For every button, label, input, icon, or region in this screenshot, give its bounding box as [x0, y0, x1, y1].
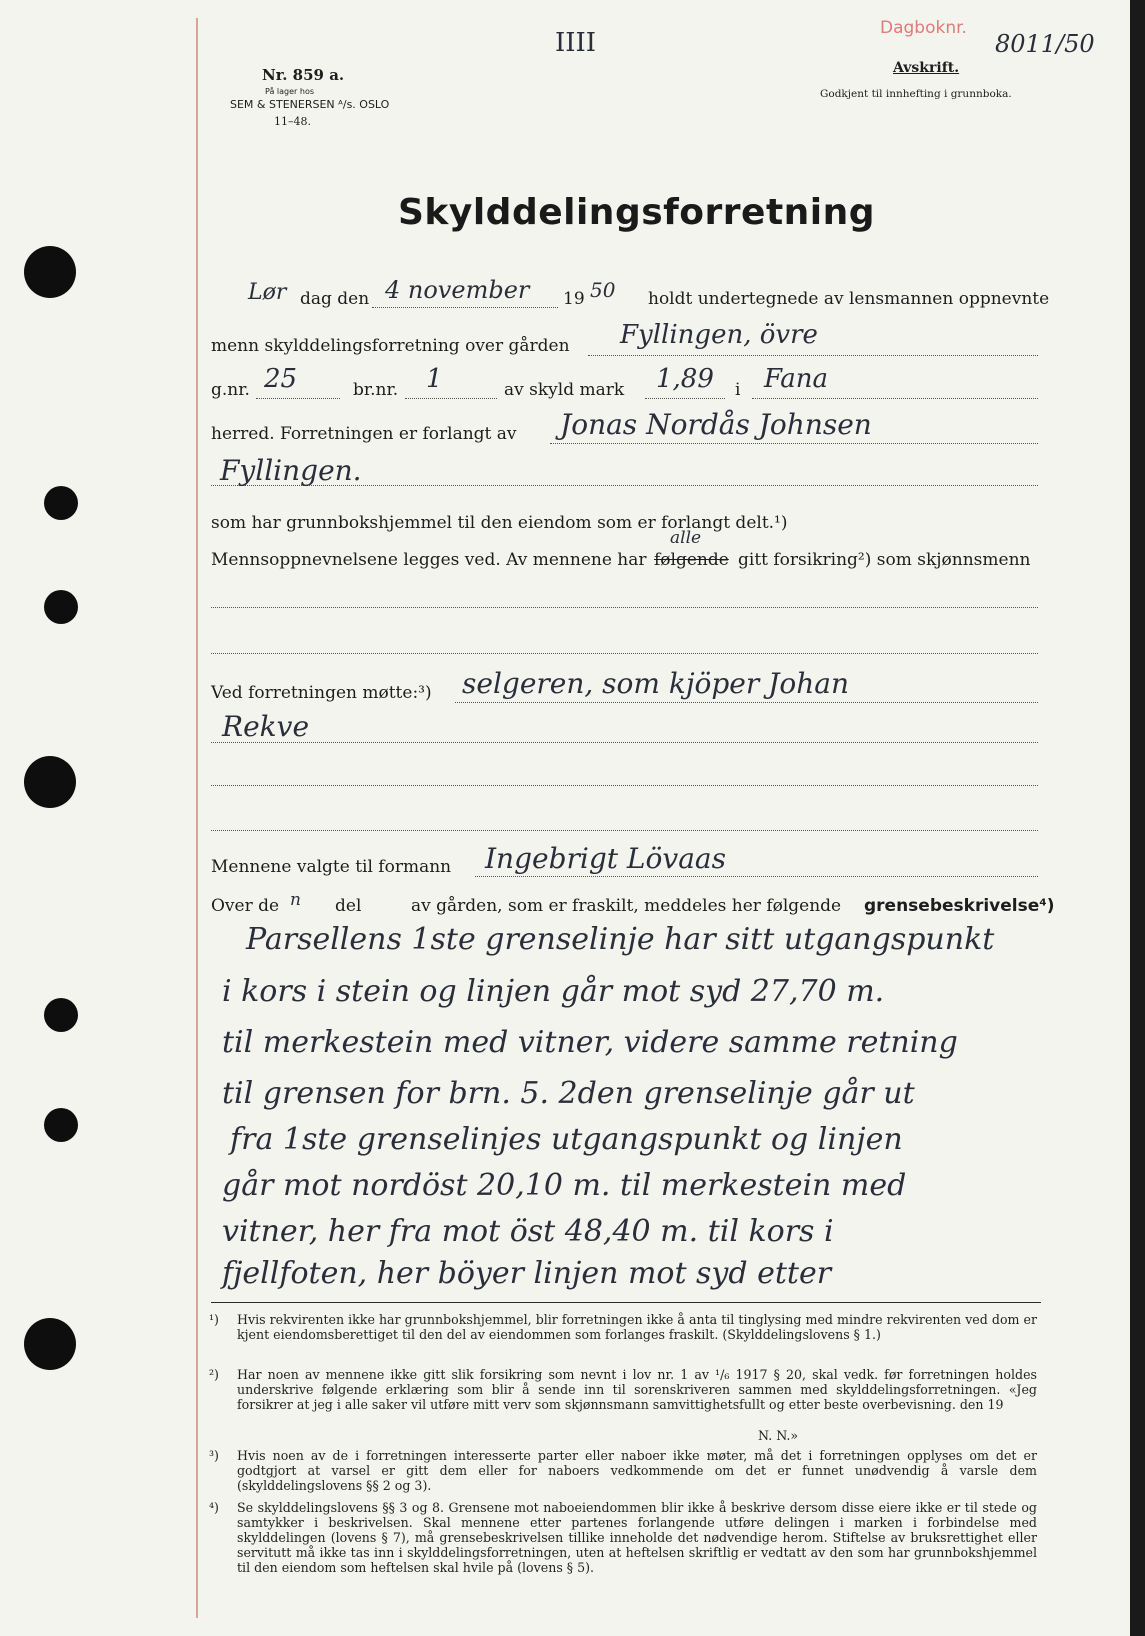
year-prefix: 19 — [563, 289, 585, 309]
holdt-text: holdt undertegnede av lensmannen oppnevnte — [648, 289, 1050, 309]
date-handwritten: 4 november — [385, 276, 530, 304]
dagbok-stamp: Dagboknr. — [880, 18, 967, 38]
brnr-value: 1 — [426, 364, 443, 394]
over-inserted: n — [290, 890, 301, 910]
requester-place: Fyllingen. — [220, 454, 362, 487]
dotted-line — [550, 443, 1038, 444]
boundary-line: i kors i stein og linjen går mot syd 27,70 m. — [222, 974, 885, 1009]
footnote-3 — [209, 1448, 1039, 1498]
form-number: Nr. 859 a. — [262, 66, 345, 84]
footnote-number: ²) — [209, 1367, 219, 1382]
footnote-number: ¹) — [209, 1312, 219, 1327]
skyld-value: 1,89 — [656, 364, 714, 394]
punch-hole — [44, 998, 78, 1032]
over-text-3: av gården, som er fraskilt, meddeles her følgende — [411, 896, 842, 916]
dotted-line — [645, 398, 725, 399]
boundary-line: fjellfoten, her böyer linjen mot syd etter — [222, 1256, 832, 1291]
year-suffix: 50 — [590, 278, 616, 302]
dotted-line — [752, 398, 1038, 399]
dotted-line — [211, 830, 1038, 831]
mennsopp-text: Mennsoppnevnelsene legges ved. Av mennene har — [211, 550, 647, 570]
punch-hole — [44, 590, 78, 624]
footnote-text: Har noen av mennene ikke gitt slik forsikring som nevnt i lov nr. 1 av ¹/₆ 1917 § 20, skal vedk. før forretningen holdes underskrive følgende erklæring som blir å sende inn til sorenskriveren sammen med skylddelingsforretningen. «Jeg forsikrer at jeg i alle saker vil utføre mitt verv som skjønnsmann samvittighetsfullt og etter beste overbevisning. den 19 — [237, 1367, 1037, 1412]
footnote-signature: N. N.» — [758, 1428, 799, 1443]
forsikring-text: gitt forsikring²) som skjønnsmenn — [738, 550, 1031, 570]
dotted-line — [475, 876, 1038, 877]
requester-name: Jonas Nordås Johnsen — [560, 408, 872, 441]
punch-hole — [24, 756, 76, 808]
dagbok-number: 8011/50 — [995, 30, 1095, 58]
formann-name: Ingebrigt Lövaas — [485, 842, 726, 875]
i-label: i — [735, 380, 741, 400]
roman-mark: IIII — [555, 28, 597, 58]
margin-rule — [196, 18, 198, 1618]
boundary-line: vitner, her fra mot öst 48,40 m. til kors i — [222, 1214, 834, 1249]
farm-name: Fyllingen, övre — [620, 320, 818, 350]
inserted-word: alle — [670, 528, 702, 548]
herred-text: herred. Forretningen er forlangt av — [211, 424, 517, 444]
municipality: Fana — [764, 364, 829, 394]
struck-word: følgende — [654, 550, 729, 570]
footnote-text: Se skylddelingslovens §§ 3 og 8. Grensene mot naboeiendommen blir ikke å beskrive dersom disse eiere ikke er til stede og samtykker i beskrivelsen. Skal mennene etter partenes forlangende utføre delingen i marken i forbindelse med skylddelingen (lovens § 7), må grensebeskrivelsen tillike inneholde det nødvendige herom. Stiftelse av bruksrettighet eller servitutt må ikke tas inn i skylddelingsforretningen, uten at heftelsen skriftlig er vedtatt av den som har grunnbokshjemmel til den eiendom som heftelsen skal hvile på (lovens § 5). — [237, 1500, 1037, 1575]
publisher: SEM & STENERSEN ᴬ/s. OSLO — [230, 98, 390, 111]
brnr-label: br.nr. — [353, 380, 399, 400]
boundary-line: fra 1ste grenselinjes utgangspunkt og linjen — [230, 1122, 903, 1157]
footnote-number: ³) — [209, 1448, 219, 1463]
skyld-label: av skyld mark — [504, 380, 625, 400]
gnr-label: g.nr. — [211, 380, 250, 400]
punch-hole — [24, 1318, 76, 1370]
ved-line-1: selgeren, som kjöper Johan — [462, 667, 849, 700]
grense-label: grensebeskrivelse⁴) — [864, 896, 1055, 916]
gnr-value: 25 — [264, 364, 298, 394]
boundary-line: til grensen for brn. 5. 2den grenselinje går ut — [222, 1076, 915, 1111]
approval-note: Godkjent til innhefting i grunnboka. — [820, 88, 1012, 100]
stock-note: På lager hos — [265, 87, 314, 96]
weekday-handwritten: Lør — [248, 280, 287, 305]
dag-den-label: dag den — [300, 289, 370, 309]
dotted-line — [211, 785, 1038, 786]
ved-label: Ved forretningen møtte:³) — [211, 683, 432, 703]
footnote-number: ⁴) — [209, 1500, 219, 1515]
dotted-line — [256, 398, 340, 399]
boundary-line: går mot nordöst 20,10 m. til merkestein med — [222, 1168, 907, 1203]
boundary-line: Parsellens 1ste grenselinje har sitt utgangspunkt — [246, 922, 995, 957]
dotted-line — [372, 307, 558, 308]
page-title: Skylddelingsforretning — [398, 192, 876, 233]
formann-label: Mennene valgte til formann — [211, 857, 452, 877]
over-text-1: Over de — [211, 896, 280, 916]
dotted-line — [211, 653, 1038, 654]
menn-text: menn skylddelingsforretning over gården — [211, 336, 570, 356]
punch-hole — [24, 246, 76, 298]
avskrift-label: Avskrift. — [893, 60, 960, 76]
dotted-line — [211, 607, 1038, 608]
footnote-2 — [209, 1367, 1039, 1427]
dotted-line — [405, 398, 497, 399]
boundary-line: til merkestein med vitner, videre samme retning — [222, 1025, 958, 1060]
footnote-1 — [209, 1312, 1039, 1362]
print-date: 11–48. — [274, 115, 311, 128]
dotted-line — [455, 702, 1038, 703]
footnote-divider — [211, 1302, 1041, 1303]
grunnbok-text: som har grunnbokshjemmel til den eiendom som er forlangt delt.¹) — [211, 513, 788, 533]
footnote-4 — [209, 1500, 1039, 1595]
punch-hole — [44, 1108, 78, 1142]
over-text-2: del — [335, 896, 362, 916]
ved-line-2: Rekve — [222, 710, 310, 743]
dotted-line — [588, 355, 1038, 356]
footnote-text: Hvis rekvirenten ikke har grunnbokshjemmel, blir forretningen ikke å anta til tinglysing med mindre rekvirenten ved dom er kjent eiendomsberettiget til den del av eiendommen som forlanges fraskilt. (Skylddelingslovens § 1.) — [237, 1312, 1037, 1342]
footnote-text: Hvis noen av de i forretningen interesserte parter eller naboer ikke møter, må det i forretningen opplyses om det er godtgjort at varsel er gitt dem eller for naboers vedkommende om det er funnet unødvendig å varsle dem (skylddelingslovens §§ 2 og 3). — [237, 1448, 1037, 1493]
punch-hole — [44, 486, 78, 520]
dotted-line — [211, 742, 1038, 743]
